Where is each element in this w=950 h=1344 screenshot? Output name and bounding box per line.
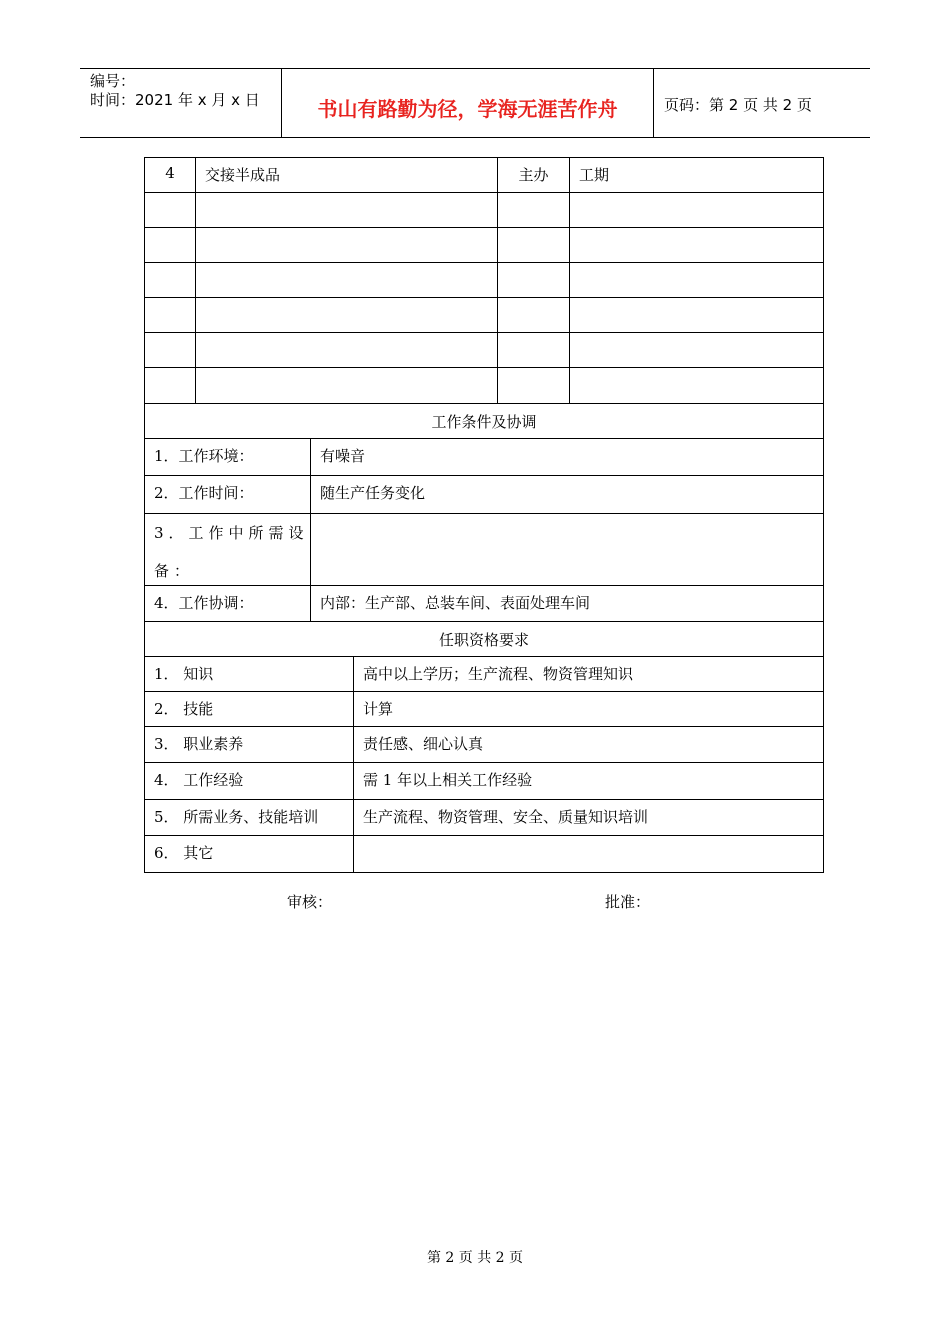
table-cell — [145, 333, 196, 367]
qualification-row — [145, 800, 823, 836]
table-cell — [570, 333, 823, 367]
table-cell — [196, 228, 498, 262]
header-page-label: 页码：第 2 页 共 2 页 — [664, 96, 812, 114]
qualification-label: 6． 其它 — [145, 836, 354, 872]
table-cell — [570, 368, 823, 403]
condition-row — [145, 586, 823, 622]
header-divider — [653, 69, 654, 137]
qualification-value: 需 1 年以上相关工作经验 — [363, 771, 533, 789]
table-cell — [498, 263, 570, 297]
qualifications-section-title: 任职资格要求 — [438, 630, 529, 649]
approve-signature-label: 批准： — [605, 893, 651, 911]
section-header-row — [145, 404, 823, 439]
qualification-label: 2． 技能 — [145, 692, 354, 726]
table-cell — [570, 263, 823, 297]
task-row — [145, 368, 823, 404]
table-cell — [145, 368, 196, 403]
table-cell — [145, 298, 196, 332]
qualification-value: 计算 — [363, 700, 394, 718]
condition-label: 1．工作环境： — [145, 439, 311, 475]
task-row — [145, 263, 823, 298]
condition-row — [145, 514, 823, 586]
task-row — [145, 193, 823, 228]
qualification-row — [145, 763, 823, 800]
table-cell — [498, 298, 570, 332]
table-cell — [570, 193, 823, 227]
table-cell — [196, 298, 498, 332]
table-cell — [196, 333, 498, 367]
condition-value: 内部：生产部、总装车间、表面处理车间 — [320, 594, 591, 612]
qualification-label: 3． 职业素养 — [145, 727, 354, 762]
qualification-value: 高中以上学历；生产流程、物资管理知识 — [363, 665, 634, 683]
condition-value: 随生产任务变化 — [320, 484, 426, 502]
task-row — [145, 158, 823, 193]
table-cell — [498, 193, 570, 227]
condition-row — [145, 439, 823, 476]
table-cell — [570, 228, 823, 262]
conditions-section-title: 工作条件及协调 — [431, 412, 537, 431]
table-cell — [498, 228, 570, 262]
task-period: 工期 — [579, 166, 610, 184]
qualification-row — [145, 727, 823, 763]
section-header-row — [145, 622, 823, 657]
task-row — [145, 298, 823, 333]
task-number: 4 — [145, 158, 196, 192]
task-row — [145, 228, 823, 263]
task-name: 交接半成品 — [196, 158, 498, 192]
table-cell — [196, 263, 498, 297]
qualification-label: 1． 知识 — [145, 657, 354, 691]
condition-label: 2．工作时间： — [145, 476, 311, 513]
qualification-row — [145, 836, 823, 872]
task-row — [145, 333, 823, 368]
table-cell — [196, 368, 498, 403]
qualification-value: 责任感、细心认真 — [363, 735, 484, 753]
header-meta — [90, 72, 260, 110]
table-cell — [498, 368, 570, 403]
review-signature-label: 审核： — [287, 893, 333, 911]
time-label: 时间：2021 年 x 月 x 日 — [90, 91, 260, 109]
qualification-value: 生产流程、物资管理、安全、质量知识培训 — [363, 808, 649, 826]
qualification-row — [145, 657, 823, 692]
qualification-row — [145, 692, 823, 727]
condition-row — [145, 476, 823, 514]
table-cell — [145, 193, 196, 227]
condition-label: 3．工作中所需设备： — [145, 514, 311, 585]
condition-value — [311, 514, 823, 585]
page-footer: 第 2 页 共 2 页 — [426, 1250, 524, 1266]
job-description-table — [144, 157, 824, 873]
task-role: 主办 — [498, 158, 570, 192]
condition-value: 有噪音 — [320, 447, 366, 465]
qualification-value — [354, 836, 823, 872]
table-cell — [498, 333, 570, 367]
header-motto: 书山有路勤为径，学海无涯苦作舟 — [317, 97, 618, 121]
table-cell — [145, 263, 196, 297]
table-cell — [145, 228, 196, 262]
table-cell — [570, 298, 823, 332]
qualification-label: 5． 所需业务、技能培训 — [145, 800, 354, 835]
number-label: 编号： — [90, 72, 136, 90]
qualification-label: 4． 工作经验 — [145, 763, 354, 799]
table-cell — [196, 193, 498, 227]
condition-label: 4．工作协调： — [145, 586, 311, 621]
page-header — [80, 68, 870, 138]
